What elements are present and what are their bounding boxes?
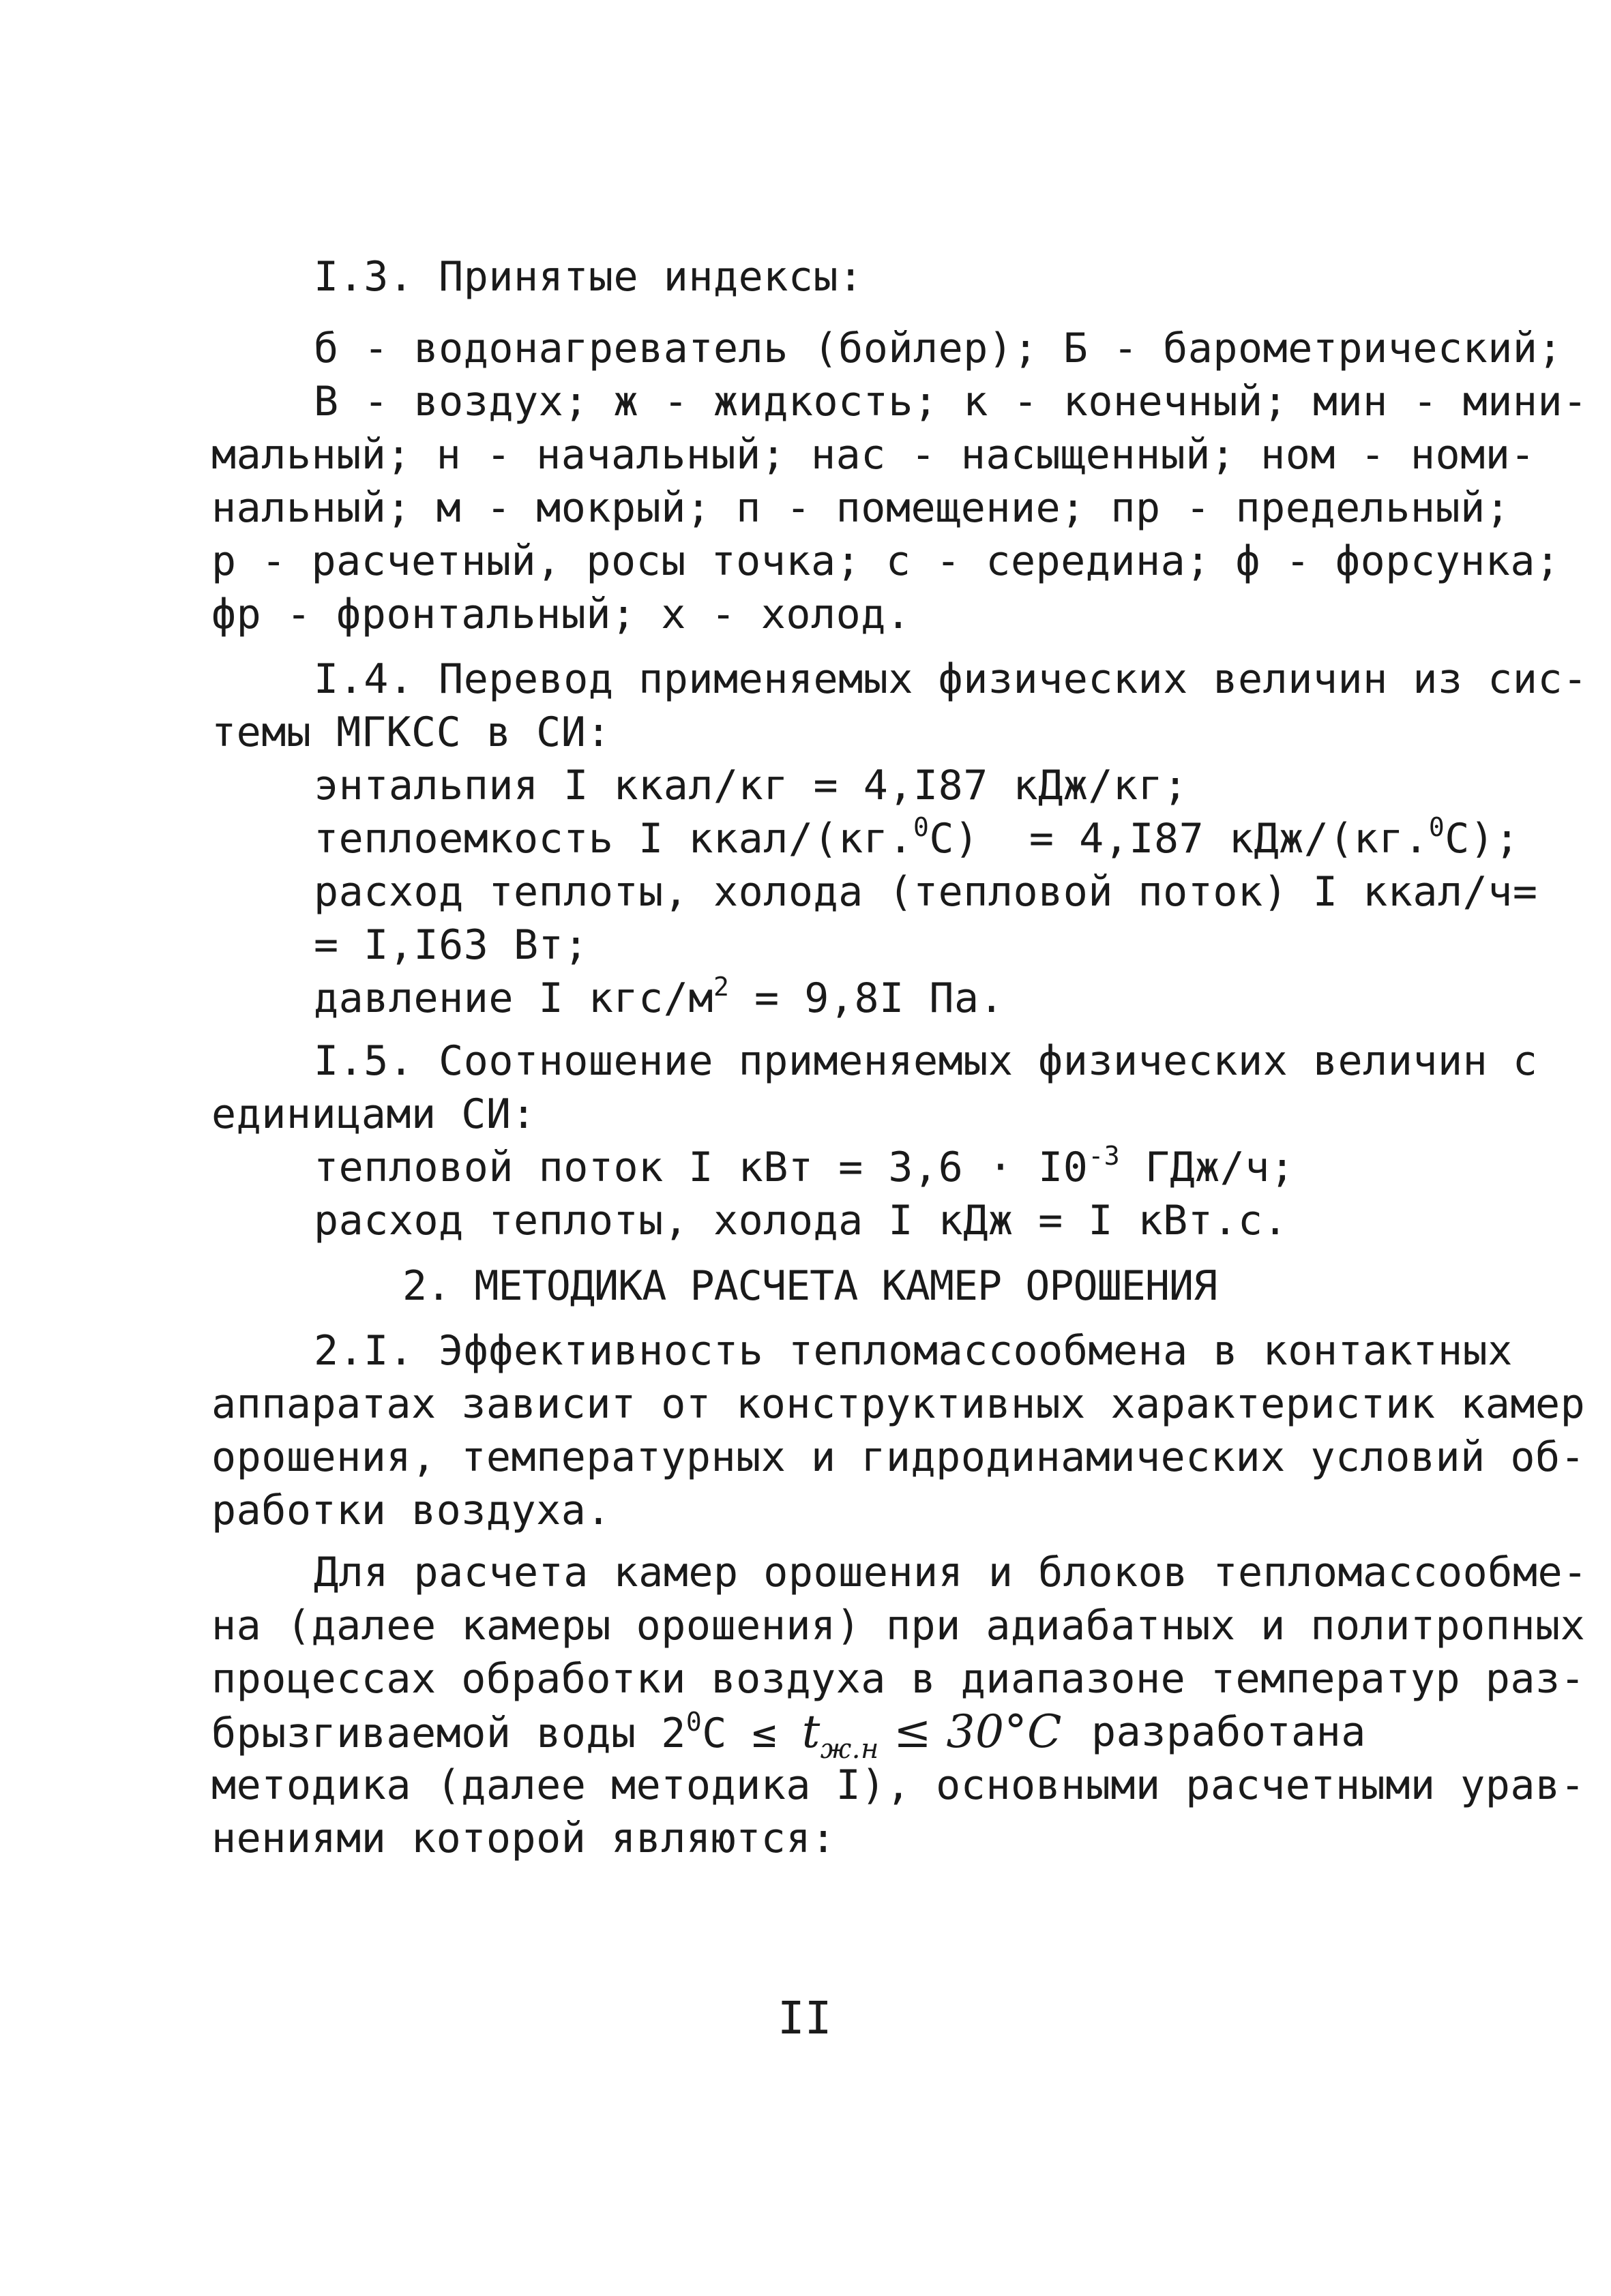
heat-amount-relation: расход теплоты, холода I кДж = I кВт.с. [314,1197,1288,1244]
temperature-range-line: брызгиваемой воды $2^0C \le t_{ж.н} \le 30^\circ C$ [211,1705,1063,1765]
paragraph-line: на (далее камеры орошения) при адиабатных и политропных [211,1602,1586,1650]
page-number: II [778,1992,832,2044]
heat-flow-conversion: расход теплоты, холода (тепловой поток) I ккал/ч= [314,868,1538,916]
paragraph-line: методика (далее методика I), основными расчетными урав- [211,1761,1586,1809]
section-1-4-heading: I.4. Перевод применяемых физических величин из сис- [314,655,1588,703]
indices-line: р - расчетный, росы точка; с - середина; ф - форсунка; [211,537,1561,585]
indices-line: мальный; н - начальный; нас - насыщенный; ном - номи- [211,431,1536,479]
indices-line: фр - фронтальный; х - холод. [211,591,911,638]
paragraph-line: аппаратах зависит от конструктивных характеристик камер [211,1380,1586,1428]
paragraph-line: работки воздуха. [211,1487,611,1534]
indices-line: б - водонагреватель (бойлер); Б - барометрический; [314,325,1563,372]
heat-flow-value: = I,I63 Вт; [314,921,589,969]
paragraph-line: нениями которой являются: [211,1815,836,1862]
enthalpy-conversion: энтальпия I ккал/кг = 4,I87 кДж/кг; [314,762,1188,809]
handwritten-range: $t_{ж.н} \le 30^\circ C$ [801,1705,1063,1765]
paragraph-line: орошения, температурных и гидродинамических условий об- [211,1433,1586,1481]
paragraph-line: разработана [1091,1708,1366,1756]
section-1-5-heading-cont: единицами СИ: [211,1090,537,1138]
paragraph-line: Для расчета камер орошения и блоков тепломассообме- [314,1549,1588,1596]
heat-capacity-conversion: теплоемкость I ккал/(кг.$^0$C) = 4,I87 кДж/(кг.$^0$C); [314,812,1520,863]
section-1-5-heading: I.5. Соотношение применяемых физических величин с [314,1037,1538,1085]
section-2-title: 2. МЕТОДИКА РАСЧЕТА КАМЕР ОРОШЕНИЯ [402,1262,1217,1310]
indices-line: В - воздух; ж - жидкость; к - конечный; мин - мини- [314,378,1588,426]
pressure-conversion: давление I кгс/$м^2 = 9,8I$ Па. [314,972,1005,1022]
heat-flow-relation: тепловой поток I кВт = $3,6 \cdot I0^{-3}$ ГДж/ч; [314,1141,1295,1191]
paragraph-line: 2.I. Эффективность тепломассообмена в контактных [314,1327,1513,1375]
section-1-4-heading-cont: темы МГКСС в СИ: [211,709,611,756]
section-1-3-heading: I.3. Принятые индексы: [314,253,863,301]
indices-line: нальный; м - мокрый; п - помещение; пр - предельный; [211,484,1511,532]
paragraph-line: процессах обработки воздуха в диапазоне температур раз- [211,1655,1586,1703]
